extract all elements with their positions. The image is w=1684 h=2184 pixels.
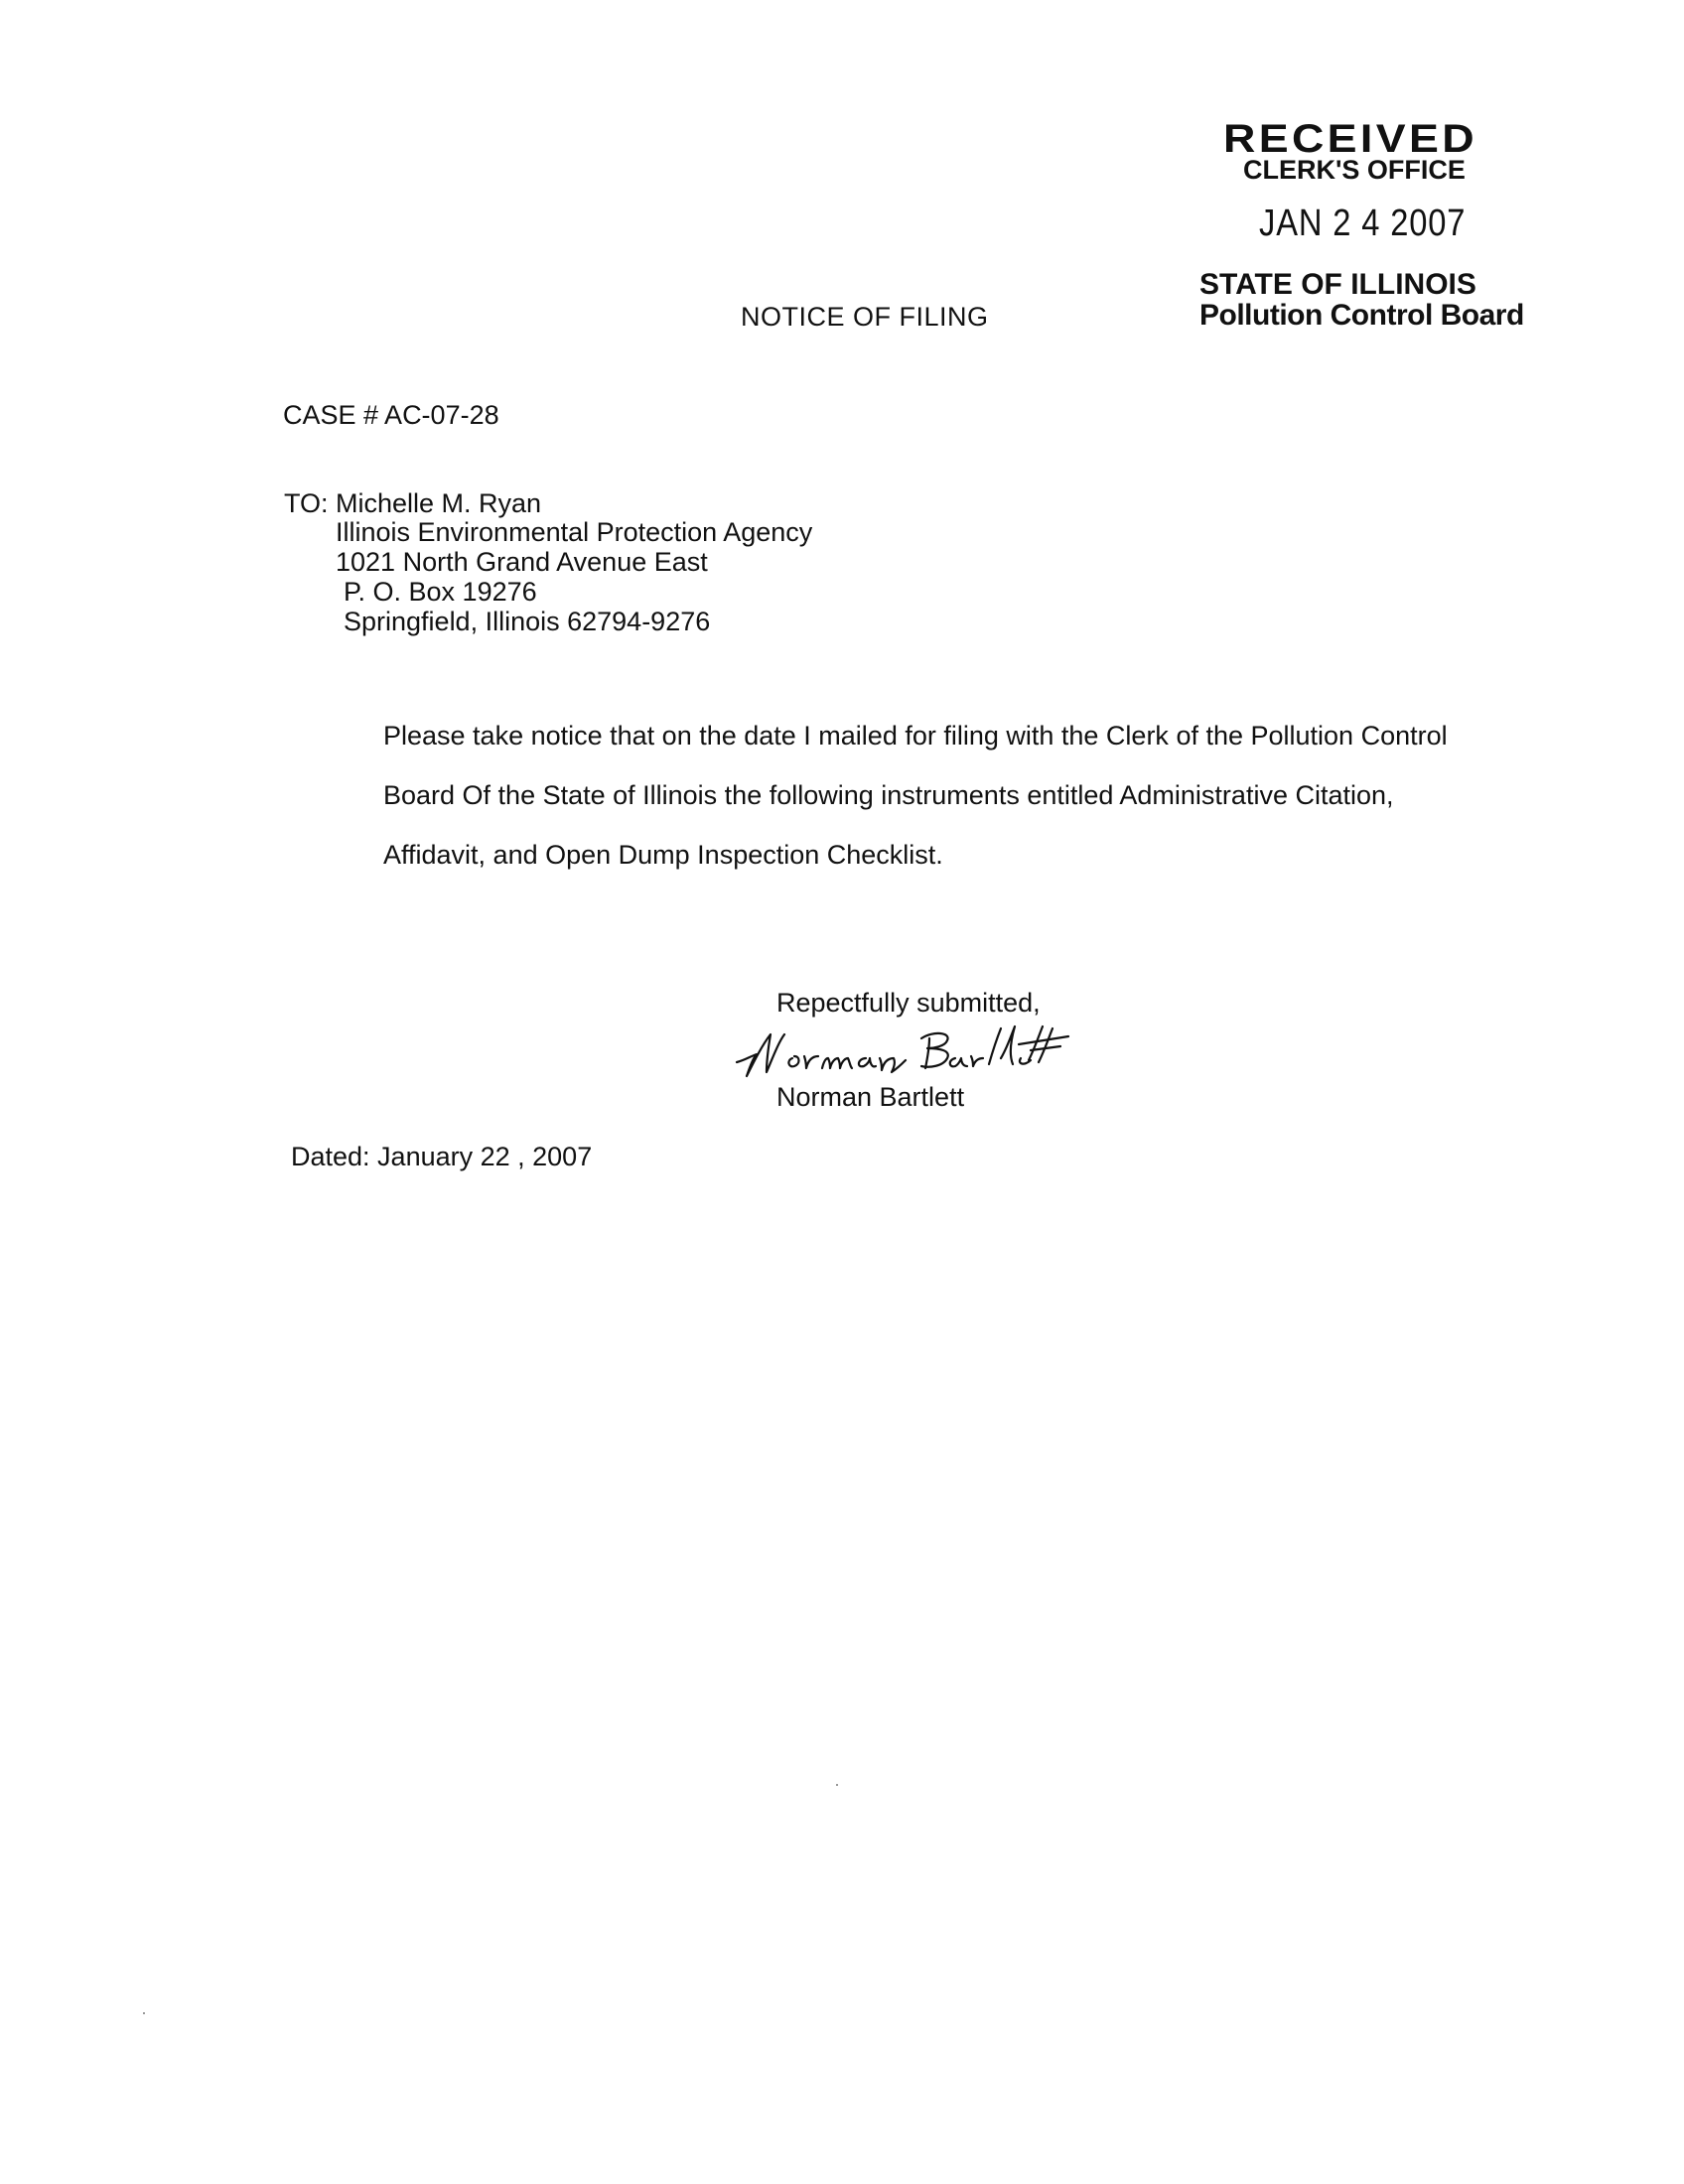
address-agency: Illinois Environmental Protection Agency xyxy=(336,517,813,547)
document-title: NOTICE OF FILING xyxy=(741,302,989,332)
signer-name: Norman Bartlett xyxy=(776,1082,965,1112)
scan-speck xyxy=(143,2012,145,2014)
address-recipient: TO: Michelle M. Ryan xyxy=(284,488,542,518)
handwritten-signature xyxy=(735,1021,1072,1080)
received-stamp-date: JAN 2 4 2007 xyxy=(1259,203,1467,244)
received-stamp-title: RECEIVED xyxy=(1223,117,1477,161)
case-number: CASE # AC-07-28 xyxy=(283,400,499,430)
received-stamp-board: Pollution Control Board xyxy=(1199,299,1524,332)
received-stamp-office: CLERK'S OFFICE xyxy=(1243,155,1466,185)
address-street: 1021 North Grand Avenue East xyxy=(336,547,708,577)
closing-text: Repectfully submitted, xyxy=(776,988,1041,1018)
notice-body-line: Please take notice that on the date I mailed for filing with the Clerk of the Pollution Control xyxy=(383,721,1448,751)
address-city: Springfield, Illinois 62794-9276 xyxy=(344,607,711,636)
notice-body-line: Board Of the State of Illinois the following instruments entitled Administrative Citation, xyxy=(383,780,1394,810)
scan-speck xyxy=(836,1784,838,1786)
dated-line: Dated: January 22 , 2007 xyxy=(291,1142,593,1171)
address-po-box: P. O. Box 19276 xyxy=(344,577,537,607)
received-stamp-state: STATE OF ILLINOIS xyxy=(1199,268,1476,301)
notice-body-line: Affidavit, and Open Dump Inspection Checklist. xyxy=(383,840,943,870)
